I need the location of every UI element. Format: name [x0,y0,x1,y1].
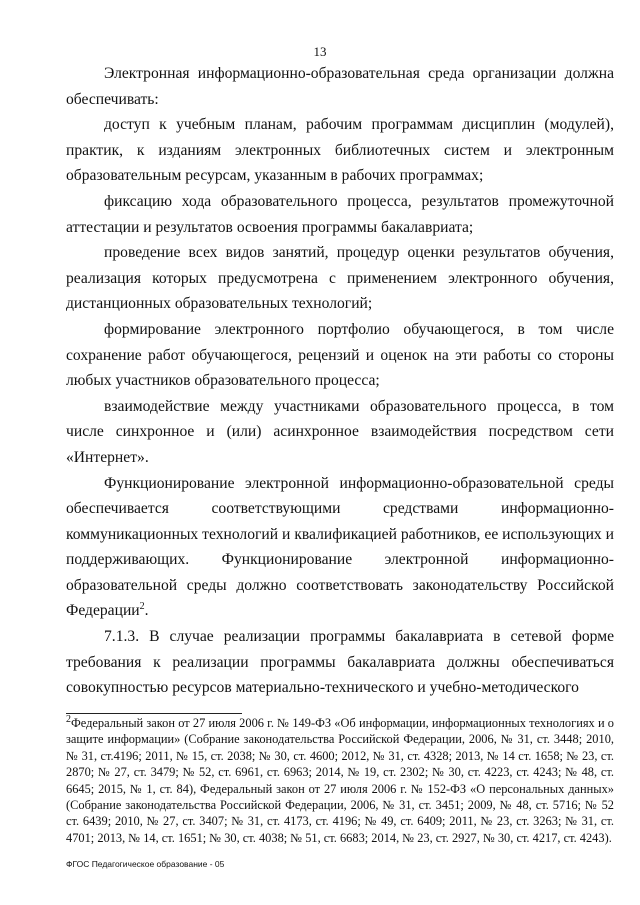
body-text [66,61,614,701]
paragraph-classes-conduct: проведение всех видов занятий, процедур оценки результатов обучения, реализация которых предусмотрена с применением электронного обучения, дистанционных образовательных технологий; [66,244,614,313]
paragraph-functioning: Функционирование электронной информационно-образовательной среды обеспечивается соответствующими средствами информационно-коммуникационных технологий и квалификацией работников, ее использующих и поддерживающих. Функционирование электронной информационно-образовательной среды должно соответствовать законодательству Российской Федерации$^2$. [66,474,614,620]
page-number: 13 [313,44,327,59]
paragraph-functioning-text: Функционирование электронной информационно-образовательной среды обеспечивается соответствующими средствами информационно-коммуникационных технологий и квалификацией работников, ее использующих и поддерживающих. Функционирование электронной информационно-образовательной среды должно соответствовать законодательству Российской Федерации [66,474,614,620]
paragraph-process-fixation: фиксацию хода образовательного процесса, результатов промежуточной аттестации и результатов освоения программы бакалавриата; [66,192,614,236]
footnote-reference: 2 [139,601,145,613]
page-footer: ФГОС Педагогическое образование - 05 [66,859,225,869]
paragraph-eios-intro: Электронная информационно-образовательная среда организации должна обеспечивать: [66,65,614,108]
paragraph-7-1-3: 7.1.3. В случае реализации программы бакалавриата в сетевой форме требования к реализации программы бакалавриата должны обеспечиваться совокупностью ресурсов материально-технического и учебно-методического [66,628,614,697]
footnote [66,715,614,846]
paragraph-portfolio: формирование электронного портфолио обучающегося, в том числе сохранение работ обучающегося, рецензий и оценок на эти работы со стороны любых участников образовательного процесса; [66,320,614,390]
footnote-separator [66,713,242,714]
footnote-number: 2 [66,713,71,725]
paragraph-access-plans: доступ к учебным планам, рабочим программам дисциплин (модулей), практик, к изданиям электронных библиотечных систем и электронным образовательным ресурсам, указанным в рабочих программах; [66,116,614,185]
paragraph-interaction: взаимодействие между участниками образовательного процесса, в том числе синхронное и (или) асинхронное взаимодействия посредством сети «Интернет». [66,397,614,466]
footnote-text: Федеральный закон от 27 июля 2006 г. № 149-ФЗ «Об информации, информационных технологиях и о защите информации» (Собрание законодательства Российской Федерации, 2006, № 31, ст. 3448; 2010, № 31, ст.4196; 2011, № 15, ст. 2038; № 30, ст. 4600; 2012, № 31, ст. 4328; 2013, № 14 ст. 1658; № 23, ст. 2870; № 27, ст. 3479; № 52, ст. 6961, ст. 6963; 2014, № 19, ст. 2302; № 30, ст. 4223, ст. 4243; № 48, ст. 6645; 2015, № 1, ст. 84), Федеральный закон от 27 июля 2006 г. № 152-ФЗ «О персональных данных» (Собрание законодательства Российской Федерации, 2006, № 31, ст. 3451; 2009, № 48, ст. 5716; № 52 ст. 6439; 2010, № 27, ст. 3407; № 31, ст. 4173, ст. 4196; № 49, ст. 6409; 2011, № 23, ст. 3263; № 31, ст. 4701; 2013, № 14, ст. 1651; № 30, ст. 4038; № 51, ст. 6683; 2014, № 23, ст. 2927, № 30, ст. 4217, ст. 4243). [66,716,614,845]
